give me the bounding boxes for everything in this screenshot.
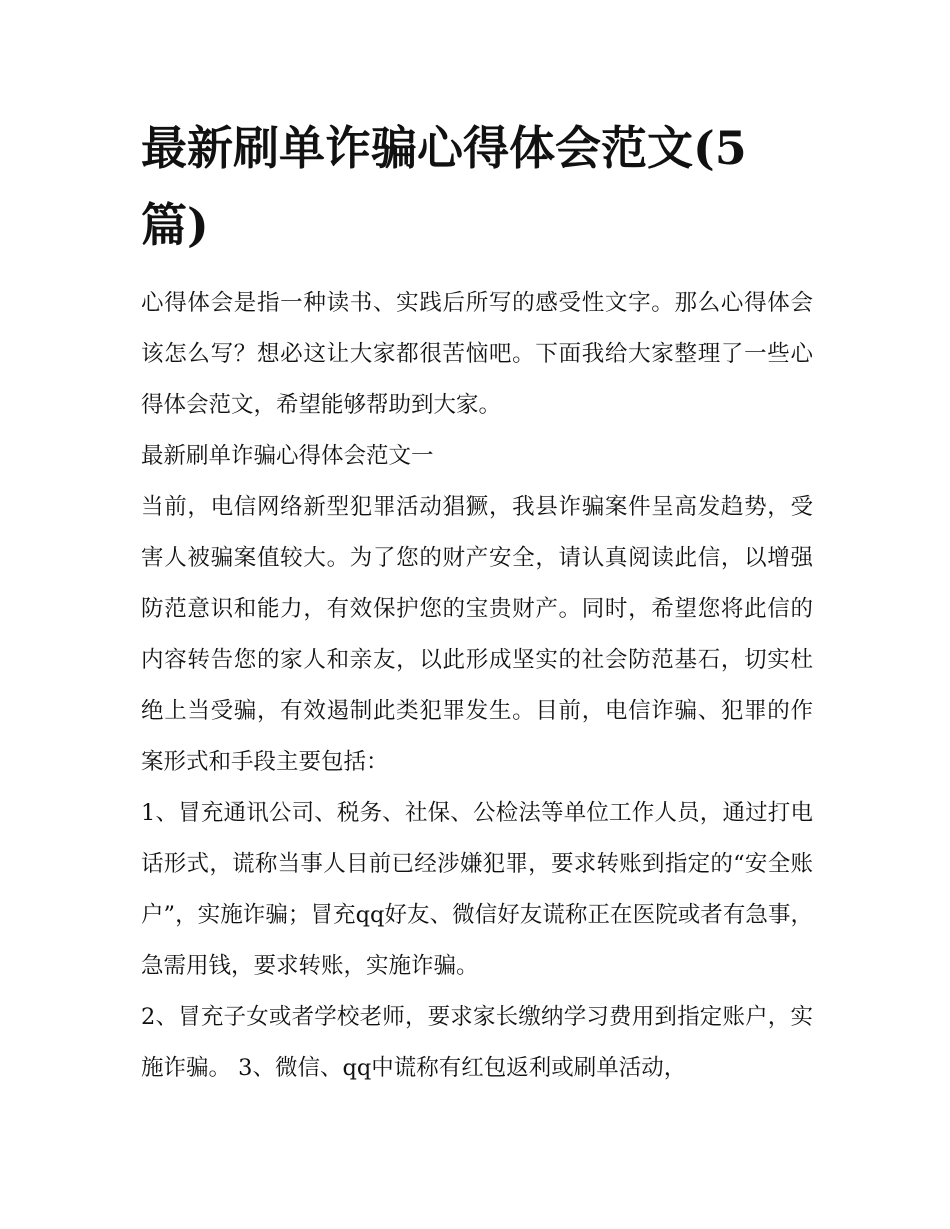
document-body xyxy=(141,110,813,1094)
section-heading: 最新刷单诈骗心得体会范文一 xyxy=(141,443,434,469)
list-item-1: 1、冒充通讯公司、税务、社保、公检法等单位工作人员，通过打电话形式，谎称当事人目前已经涉嫌犯罪，要求转账到指定的“安全账户”，实施诈骗；冒充qq好友、微信好友谎称正在医院或者有急事，急需用钱，要求转账，实施诈骗。 xyxy=(141,800,813,979)
body-paragraph: 当前，电信网络新型犯罪活动猖獗，我县诈骗案件呈高发趋势，受害人被骗案值较大。为了您的财产安全，请认真阅读此信，以增强防范意识和能力，有效保护您的宝贵财产。同时，希望您将此信的内容转告您的家人和亲友，以此形成坚实的社会防范基石，切实杜绝上当受骗，有效遏制此类犯罪发生。目前，电信诈骗、犯罪的作案形式和手段主要包括： xyxy=(141,494,813,775)
list-item-2: 2、冒充子女或者学校老师，要求家长缴纳学习费用到指定账户，实施诈骗。 3、微信、qq中谎称有红包返利或刷单活动， xyxy=(141,1004,813,1081)
document-title: 最新刷单诈骗心得体会范文(5篇) xyxy=(141,121,747,252)
intro-paragraph: 心得体会是指一种读书、实践后所写的感受性文字。那么心得体会该怎么写？想必这让大家都很苦恼吧。下面我给大家整理了一些心得体会范文，希望能够帮助到大家。 xyxy=(141,290,813,418)
